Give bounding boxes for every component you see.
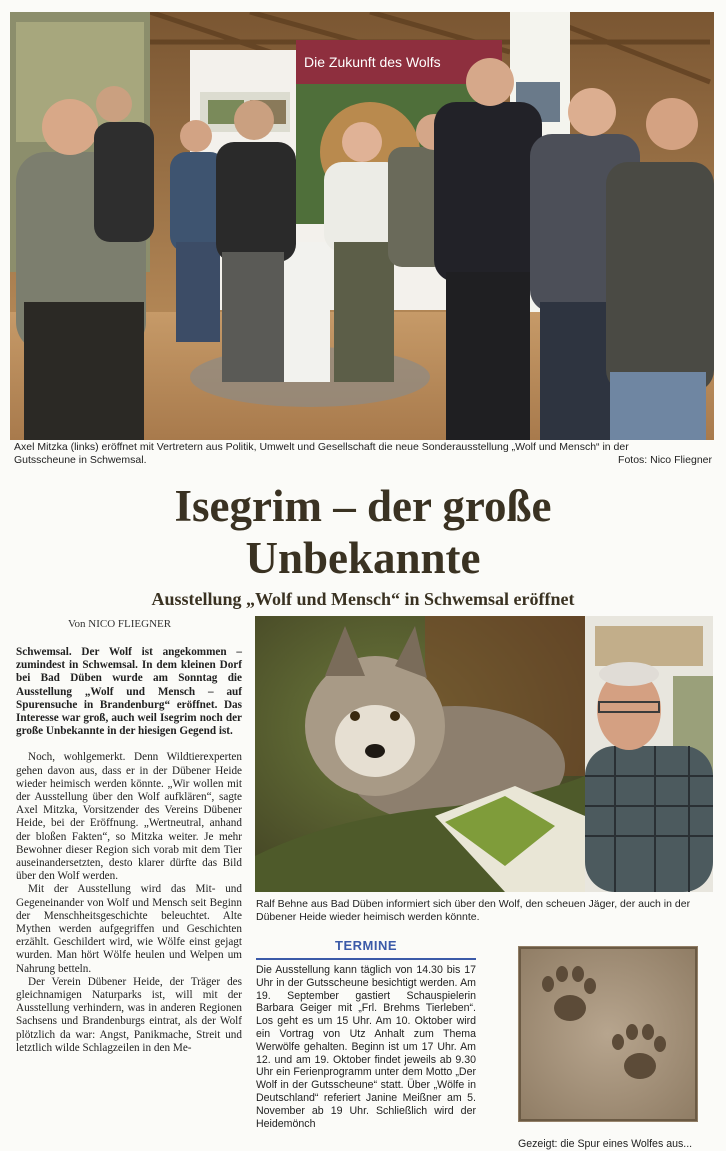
headline-line-2: Unbekannte <box>245 533 481 583</box>
caption-line-2: Gutsscheune in Schwemsal. <box>14 454 147 466</box>
article-body <box>16 646 242 1055</box>
termine-divider <box>256 958 476 960</box>
visitor-photo <box>585 616 713 892</box>
paw-photo-caption: Gezeigt: die Spur eines Wolfes aus... <box>518 1138 693 1150</box>
headline-line-1: Isegrim – der große <box>174 481 552 531</box>
sign-title: Die Zukunft des Wolfs <box>304 54 441 70</box>
photo-credit: Fotos: Nico Fliegner <box>618 454 712 466</box>
top-photo <box>10 12 714 440</box>
article-lead: Schwemsal. Der Wolf ist angekommen – zumindest in Schwemsal. In dem kleinen Dorf bei Bad Düben wurde am Sonntag die Ausstellung „Wolf und Mensch – auf Spurensuche in Brandenburg“ eröffnet. Das Interesse war groß, auch weil Isegrim noch der große Unbekannte in der hiesigen Gegend ist. <box>16 646 242 738</box>
article-paragraph-1: Noch, wohlgemerkt. Denn Wildtierexperten gehen davon aus, dass er in der Dübener Heide wieder heimisch werden könnte. „Wir wollen mit der Ausstellung über den Wolf aufklären“, sagte Axel Mitzka, Vorsitzender des Vereins Dübener Heide, bei der Eröffnung. „Wertneutral, anhand der bloßen Fakten“, so Mitzka weiter. Je mehr Bewohner dieser Region sich vorab mit dem Tier auseinandersetzten, desto klarer dürfte das Bild über den Wolf werden. <box>16 751 242 883</box>
article-paragraph-3: Der Verein Dübener Heide, der Träger des gleichnamigen Naturparks ist, will mit der Ausstellung verhindern, was in anderen Regionen Sachsens und Brandenburgs eintrat, als der Wolf plötzlich da war: Angst, Panikmache, Streit und letztlich wilde Schlagzeilen in den Me- <box>16 975 242 1054</box>
termine-text: Die Ausstellung kann täglich von 14.30 bis 17 Uhr in der Gutsscheune besichtigt werden. Am 19. September gastiert Schauspielerin Barbara Geiger mit „Frl. Brehms Tierleben“. Los geht es um 15 Uhr. Am 10. Oktober wird ein Vortrag von Utz Anhalt zum Thema Werwölfe gehalten. Beginn ist um 17 Uhr. Am 12. und am 19. Oktober findet jeweils ab 9.30 Uhr ein Ferienprogramm unter dem Motto „Der Wolf in der Gutsscheune“ statt. Über „Wölfe in Deutschland“ referiert Janine Meißner am 5. November ab 19 Uhr. Schließlich wird der Heidemönch <box>256 964 476 1130</box>
byline: Von NICO FLIEGNER <box>68 618 172 630</box>
caption-line-1: Axel Mitzka (links) eröffnet mit Vertretern aus Politik, Umwelt und Gesellschaft die neue Sonderausstellung „Wolf und Mensch“ in der <box>14 441 629 453</box>
headline <box>40 480 686 584</box>
subheadline: Ausstellung „Wolf und Mensch“ in Schwemsal eröffnet <box>151 589 575 609</box>
top-photo-caption <box>14 441 712 467</box>
paw-print-photo <box>518 946 698 1122</box>
wolf-photo <box>255 616 585 892</box>
termine-title: TERMINE <box>335 938 397 953</box>
middle-photo-caption: Ralf Behne aus Bad Düben informiert sich über den Wolf, den scheuen Jäger, der auch in der Dübener Heide wieder heimisch werden könnte. <box>256 898 691 923</box>
article-paragraph-2: Mit der Ausstellung wird das Mit- und Gegeneinander von Wolf und Mensch seit Beginn der Menschheitsgeschichte beleuchtet. Alte Mythen werden aufgegriffen und Geschichten erzählt. Geschildert wird, wie Wölfe einst gejagt wurden. Man hört Wölfe heulen und Welpen um Nahrung betteln. <box>16 883 242 975</box>
